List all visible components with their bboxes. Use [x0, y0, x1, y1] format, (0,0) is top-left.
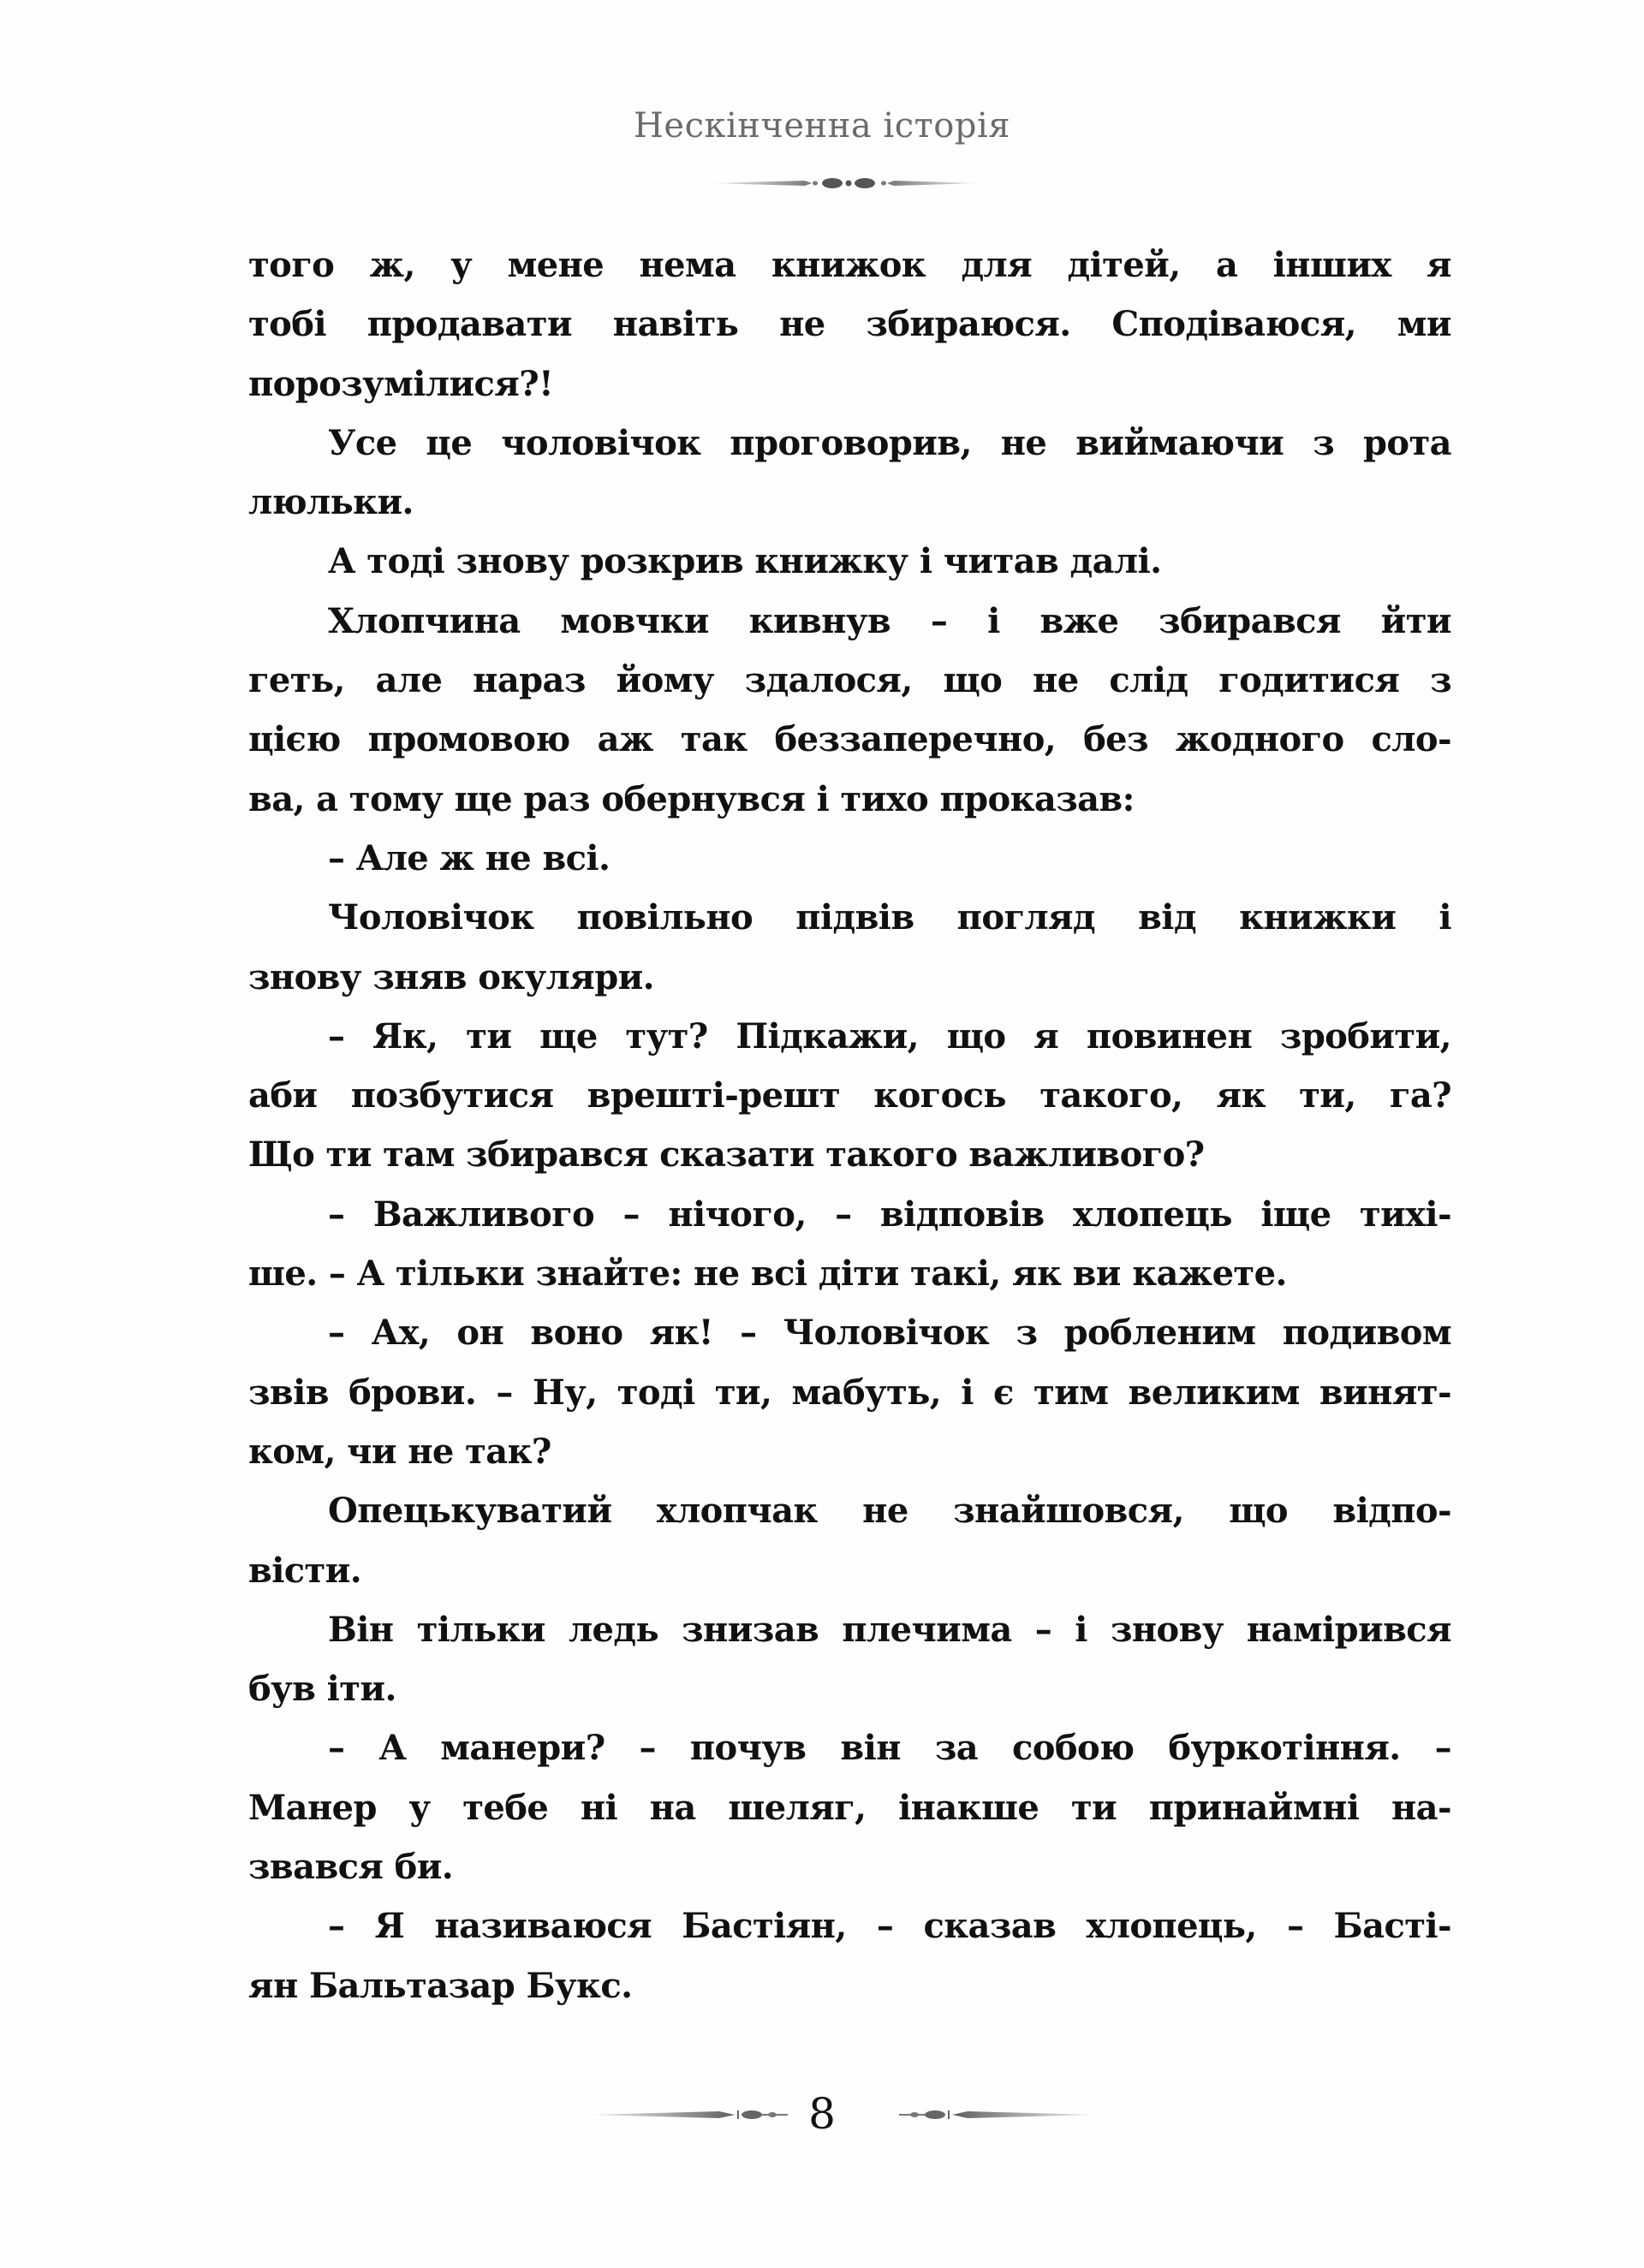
text-line: ва, а тому ще раз обернувся і тихо проказав:: [248, 778, 1135, 819]
page-footer: [0, 2089, 1644, 2140]
text-line: Хлопчина мовчки кивнув – і вже збирався йти: [328, 600, 1451, 641]
header-ornament-icon: [702, 176, 985, 190]
text-line: Він тільки ледь знизав плечима – і знову намірився: [328, 1609, 1451, 1650]
text-line: Чоловічок повільно підвів погляд від книжки і: [328, 897, 1451, 938]
running-title: Нескінченна історія: [634, 106, 1010, 146]
text-line: знову зняв окуляри.: [248, 956, 654, 997]
text-line: аби позбутися врешті-решт когось такого, як ти, га?: [248, 1075, 1451, 1116]
text-line: порозумілися?!: [248, 363, 554, 404]
text-line: Що ти там збирався сказати такого важливого?: [248, 1134, 1205, 1176]
text-line: – Як, ти ще тут? Підкажи, що я повинен зробити,: [328, 1015, 1451, 1057]
text-line: тобі продавати навіть не збираюся. Сподіваюся, ми: [248, 304, 1451, 345]
text-line: вісти.: [248, 1550, 362, 1591]
body-text: [248, 241, 1451, 2021]
text-line: Манер у тебе ні на шеляг, інакше ти принаймні на-: [248, 1787, 1451, 1828]
text-line: – Але ж не всі.: [328, 837, 611, 878]
text-line: ян Бальтазар Букс.: [248, 1965, 633, 2006]
text-line: – Я називаюся Бастіян, – сказав хлопець, – Басті-: [328, 1906, 1451, 1947]
text-line: – Ах, он воно як! – Чоловічок з робленим подивом: [328, 1313, 1451, 1354]
text-line: цією промовою аж так беззаперечно, без жодного сло-: [248, 719, 1451, 760]
footer-ornament-left-icon: [591, 2108, 796, 2122]
footer-ornament-right-icon: [890, 2108, 1096, 2122]
text-line: А тоді знову розкрив книжку і читав далі.: [328, 541, 1162, 582]
text-line: – Важливого – нічого, – відповів хлопець іще тихі-: [328, 1194, 1451, 1235]
text-line: геть, але нараз йому здалося, що не слід годитися з: [248, 660, 1451, 701]
text-line: люльки.: [248, 482, 414, 523]
text-line: ше. – А тільки знайте: не всі діти такі, як ви кажете.: [248, 1253, 1287, 1295]
text-line: звався би.: [248, 1847, 454, 1888]
page-number: 8: [808, 2089, 836, 2139]
text-line: ком, чи не так?: [248, 1431, 551, 1472]
text-line: Усе це чоловічок проговорив, не виймаючи з рота: [328, 422, 1451, 463]
text-line: був іти.: [248, 1669, 396, 1710]
text-line: Опецькуватий хлопчак не знайшовся, що відпо-: [328, 1491, 1451, 1532]
text-line: звів брови. – Ну, тоді ти, мабуть, і є тим великим винят-: [248, 1372, 1451, 1413]
text-line: – А манери? – почув він за собою буркотіння. –: [328, 1728, 1451, 1769]
text-line: того ж, у мене нема книжок для дітей, а інших я: [248, 245, 1451, 285]
